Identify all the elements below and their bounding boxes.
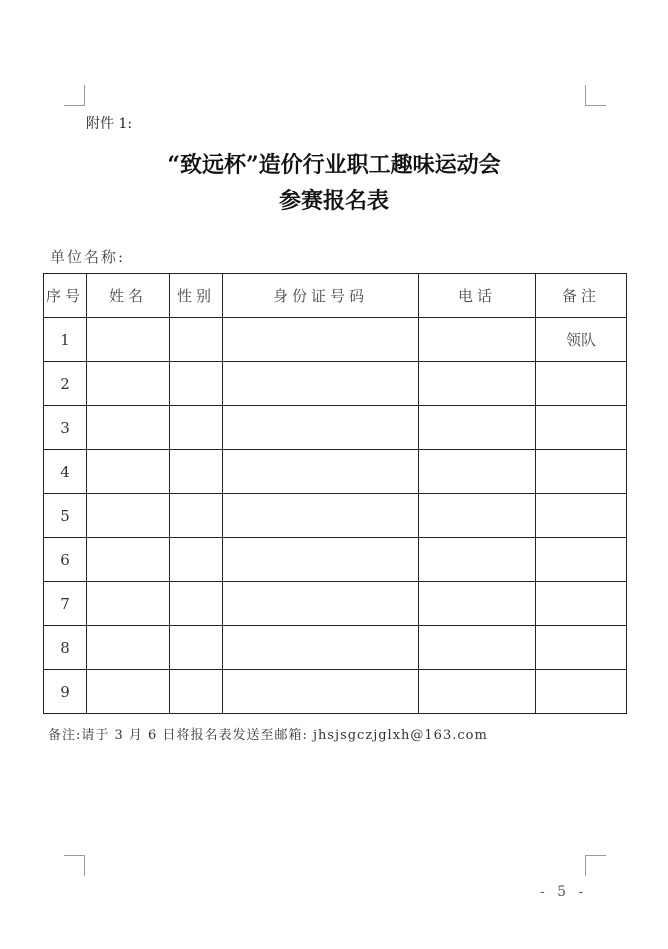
cell-name <box>87 362 170 406</box>
page-title: “致远杯”造价行业职工趣味运动会 <box>167 152 501 178</box>
cell-seq: 1 <box>44 318 87 362</box>
table-row <box>44 362 627 406</box>
page-subtitle: 参赛报名表 <box>278 188 389 214</box>
cell-seq: 7 <box>44 582 87 626</box>
cell-gender <box>170 494 223 538</box>
header-remark: 备注 <box>536 274 627 318</box>
cell-remark <box>536 582 627 626</box>
cell-phone <box>419 362 536 406</box>
table-row <box>44 406 627 450</box>
cell-phone <box>419 538 536 582</box>
cell-name <box>87 494 170 538</box>
table-row <box>44 670 627 714</box>
cell-phone <box>419 670 536 714</box>
table-row <box>44 450 627 494</box>
header-phone: 电话 <box>419 274 536 318</box>
cell-gender <box>170 406 223 450</box>
cell-remark: 领队 <box>536 318 627 362</box>
cell-seq: 3 <box>44 406 87 450</box>
cell-id-number <box>223 362 419 406</box>
cell-phone <box>419 626 536 670</box>
cell-seq: 8 <box>44 626 87 670</box>
header-name: 姓名 <box>87 274 170 318</box>
table-header-row <box>44 274 627 318</box>
table-row <box>44 538 627 582</box>
registration-table <box>43 273 627 714</box>
cell-phone <box>419 406 536 450</box>
cell-gender <box>170 582 223 626</box>
cell-seq: 2 <box>44 362 87 406</box>
table-row <box>44 318 627 362</box>
table-row <box>44 626 627 670</box>
cell-gender <box>170 538 223 582</box>
cell-phone <box>419 582 536 626</box>
cell-name <box>87 406 170 450</box>
cell-id-number <box>223 450 419 494</box>
cell-remark <box>536 670 627 714</box>
table-row <box>44 494 627 538</box>
table-row <box>44 582 627 626</box>
cell-seq: 6 <box>44 538 87 582</box>
cell-id-number <box>223 318 419 362</box>
cell-gender <box>170 450 223 494</box>
header-id-number: 身份证号码 <box>223 274 419 318</box>
corner-mark-top-left <box>64 85 85 106</box>
cell-seq: 9 <box>44 670 87 714</box>
cell-gender <box>170 318 223 362</box>
unit-name-label: 单位名称: <box>50 248 126 266</box>
cell-name <box>87 318 170 362</box>
cell-gender <box>170 626 223 670</box>
cell-name <box>87 626 170 670</box>
cell-id-number <box>223 582 419 626</box>
cell-name <box>87 538 170 582</box>
cell-remark <box>536 406 627 450</box>
cell-remark <box>536 626 627 670</box>
page-number: - 5 - <box>540 884 588 900</box>
attachment-label: 附件 1: <box>86 116 133 132</box>
cell-remark <box>536 450 627 494</box>
submission-note: 备注:请于 3 月 6 日将报名表发送至邮箱: jhsjsgczjglxh@163.com <box>48 728 488 743</box>
cell-id-number <box>223 538 419 582</box>
corner-mark-bottom-right <box>585 855 606 876</box>
cell-id-number <box>223 494 419 538</box>
corner-mark-top-right <box>585 85 606 106</box>
header-gender: 性别 <box>170 274 223 318</box>
cell-phone <box>419 318 536 362</box>
cell-name <box>87 670 170 714</box>
cell-phone <box>419 450 536 494</box>
cell-id-number <box>223 626 419 670</box>
cell-seq: 5 <box>44 494 87 538</box>
cell-name <box>87 450 170 494</box>
header-seq: 序号 <box>44 274 87 318</box>
cell-remark <box>536 362 627 406</box>
corner-mark-bottom-left <box>64 855 85 876</box>
cell-seq: 4 <box>44 450 87 494</box>
cell-name <box>87 582 170 626</box>
cell-gender <box>170 362 223 406</box>
cell-id-number <box>223 406 419 450</box>
cell-remark <box>536 494 627 538</box>
cell-gender <box>170 670 223 714</box>
cell-phone <box>419 494 536 538</box>
cell-remark <box>536 538 627 582</box>
cell-id-number <box>223 670 419 714</box>
